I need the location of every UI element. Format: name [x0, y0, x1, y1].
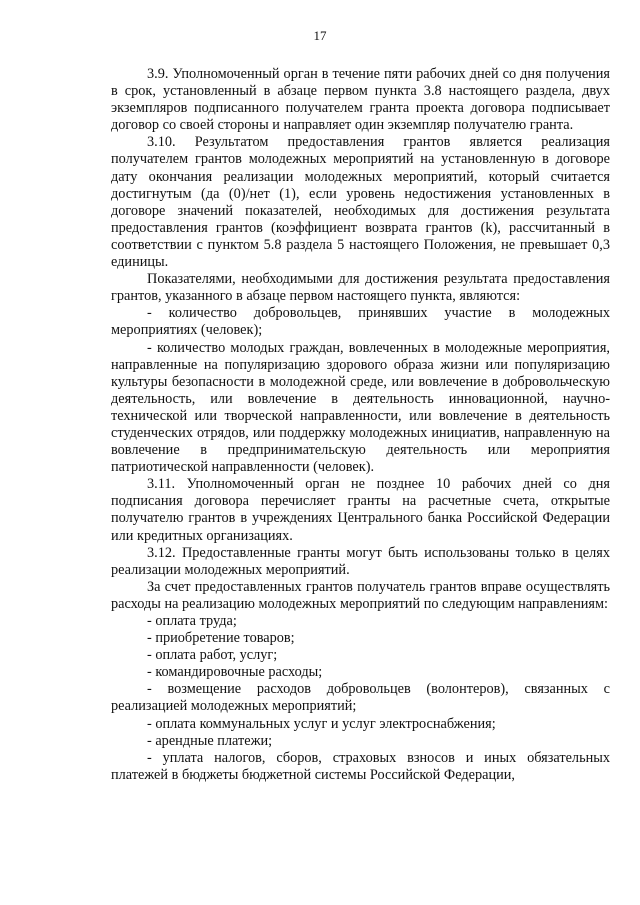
list-item-labor: - оплата труда; [147, 613, 237, 629]
list-item-rent: - арендные платежи; [147, 732, 273, 749]
page-number: 17 [313, 28, 327, 43]
paragraph-indicators: Показателями, необходимыми для достижения результата предоставления грантов, указанного в абзаце первом настоящего пункта, являются: [111, 271, 610, 305]
paragraph-3-12: 3.12. Предоставленные гранты могут быть использованы только в целях реализации молодежных мероприятий. [111, 544, 610, 578]
list-item-volunteers: - количество добровольцев, принявших участие в молодежных мероприятиях (человек); [111, 305, 610, 339]
list-item-works: - оплата работ, услуг; [147, 647, 278, 664]
paragraph-expenses: За счет предоставленных грантов получатель грантов вправе осуществлять расходы на реализацию молодежных мероприятий по следующим направлениям: [111, 578, 610, 612]
paragraph-3-10: 3.10. Результатом предоставления грантов является реализация получателем грантов молодежных мероприятий на установленную в договоре дату окончания реализации молодежных мероприятий, который считается достигнутым (да (0)/нет (1), если уровень недостижения установленных в договоре значений показателей, необходимых для достижения результата предоставления грантов (коэффициент возврата грантов (k), рассчитанный в соответствии с пунктом 5.8 раздела 5 настоящего Положения, не превышает 0,3 единицы. [111, 134, 610, 271]
list-item-taxes: - уплата налогов, сборов, страховых взносов и иных обязательных платежей в бюджеты бюджетной системы Российской Федерации, [111, 749, 610, 783]
list-item-goods: - приобретение товаров; [147, 630, 295, 647]
list-item-reimburse: - возмещение расходов добровольцев (волонтеров), связанных с реализацией молодежных мероприятий; [111, 681, 610, 715]
list-item-utilities: - оплата коммунальных услуг и услуг электроснабжения; [147, 715, 496, 732]
list-item-travel: - командировочные расходы; [147, 664, 323, 681]
paragraph-3-11: 3.11. Уполномоченный орган не позднее 10 рабочих дней со дня подписания договора перечисляет гранты на расчетные счета, открытые получателю грантов в учреждениях Центрального банка Российской Федерации или кредитных организациях. [111, 476, 610, 544]
list-item-youth: - количество молодых граждан, вовлеченных в молодежные мероприятия, направленные на популяризацию здорового образа жизни или популяризацию культуры безопасности в молодежной среде, или вовлечение в добровольческую деятельность, или вовлечение в деятельность инновационной, научно-технической или творческой направленности, или вовлечение в деятельность студенческих отрядов, или поддержку молодежных инициатив, направленную на вовлечение в предпринимательскую деятельность или мероприятия патриотической направленности (человек). [111, 339, 610, 476]
paragraph-3-9: 3.9. Уполномоченный орган в течение пяти рабочих дней со дня получения в срок, установленный в абзаце первом пункта 3.8 настоящего раздела, двух экземпляров подписанного получателем гранта проекта договора подписывает договор со своей стороны и направляет один экземпляр получателю гранта. [111, 66, 610, 134]
